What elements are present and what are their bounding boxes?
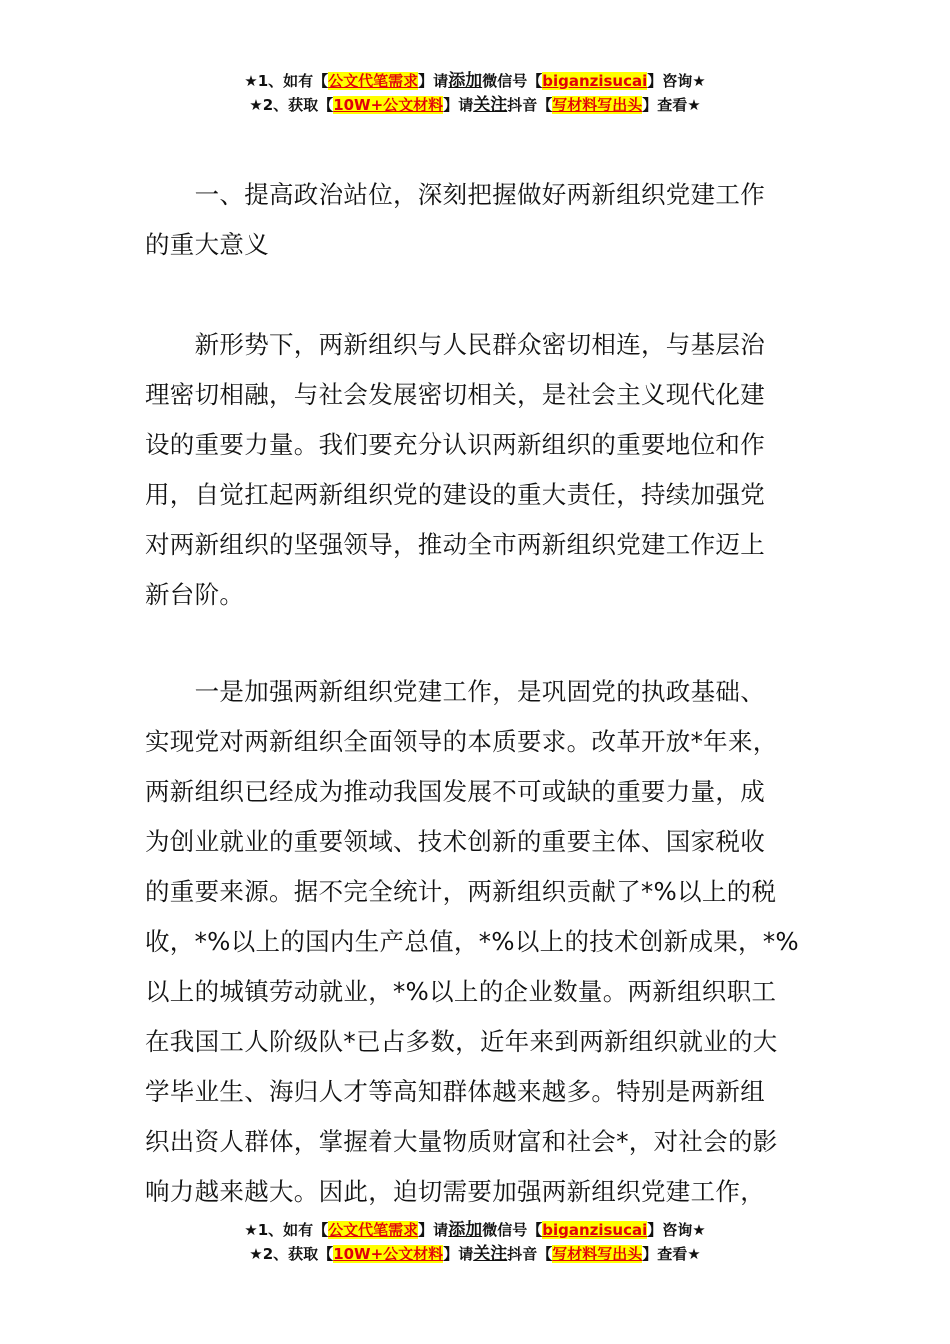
promo-text: 微信号【 [482,1221,543,1239]
text-line: 在我国工人阶级队*已占多数，近年来到两新组织就业的大 [145,1027,778,1056]
text-line: 新形势下，两新组织与人民群众密切相连，与基层治 [145,330,765,359]
text-line: 响力越来越大。因此，迫切需要加强两新组织党建工作， [145,1177,765,1206]
promo-header [0,69,950,117]
promo-line-1 [0,1218,950,1242]
text-line: 以上的城镇劳动就业，*%以上的企业数量。两新组织职工 [145,977,777,1006]
text-line: 用，自觉扛起两新组织党的建设的重大责任，持续加强党 [145,480,765,509]
text-line: 学毕业生、海归人才等高知群体越来越多。特别是两新组 [145,1077,765,1106]
promo-text: ★1、如有【 [244,72,329,90]
promo-underline: 添加 [448,1220,483,1240]
promo-text: ★2、获取【 [249,96,334,114]
promo-text: ★1、如有【 [244,1221,329,1239]
promo-text: 】请 [443,1245,474,1263]
promo-text: 】查看★ [642,1245,701,1263]
promo-highlight: 10W+公文材料 [333,96,444,114]
text-line: 为创业就业的重要领域、技术创新的重要主体、国家税收 [145,827,765,856]
promo-underline: 添加 [448,71,483,91]
promo-text: 抖音【 [507,1245,553,1263]
promo-footer [0,1218,950,1266]
promo-line-2 [0,93,950,117]
promo-text: 抖音【 [507,96,553,114]
promo-highlight: 10W+公文材料 [333,1245,444,1263]
text-line: 两新组织已经成为推动我国发展不可或缺的重要力量，成 [145,777,765,806]
promo-douyin-id: 写材料写出头 [552,1245,643,1263]
text-line: 的重大意义 [145,230,269,259]
promo-text: 】请 [443,96,474,114]
promo-underline: 关注 [473,95,508,115]
text-line: 织出资人群体，掌握着大量物质财富和社会*，对社会的影 [145,1127,778,1156]
text-line: 设的重要力量。我们要充分认识两新组织的重要地位和作 [145,430,765,459]
paragraph-2 [145,667,815,1217]
promo-text: 】咨询★ [647,72,706,90]
promo-text: 】查看★ [642,96,701,114]
promo-text: 微信号【 [482,72,543,90]
promo-underline: 关注 [473,1244,508,1264]
text-line: 收，*%以上的国内生产总值，*%以上的技术创新成果，*% [145,927,799,956]
promo-text: 】请 [418,72,449,90]
promo-wechat-id: biganzisucai [542,72,648,90]
text-line: 实现党对两新组织全面领导的本质要求。改革开放*年来， [145,727,778,756]
text-line: 的重要来源。据不完全统计，两新组织贡献了*%以上的税 [145,877,777,906]
text-line: 一、提高政治站位，深刻把握做好两新组织党建工作 [145,180,765,209]
promo-highlight: 公文代笔需求 [328,1221,419,1239]
promo-line-2 [0,1242,950,1266]
text-line: 理密切相融，与社会发展密切相关，是社会主义现代化建 [145,380,765,409]
promo-wechat-id: biganzisucai [542,1221,648,1239]
promo-douyin-id: 写材料写出头 [552,96,643,114]
text-line: 对两新组织的坚强领导，推动全市两新组织党建工作迈上 [145,530,765,559]
text-line: 一是加强两新组织党建工作，是巩固党的执政基础、 [145,677,765,706]
promo-text: 】请 [418,1221,449,1239]
promo-line-1 [0,69,950,93]
promo-text: ★2、获取【 [249,1245,334,1263]
promo-text: 】咨询★ [647,1221,706,1239]
paragraph-1 [145,320,815,620]
section-heading [145,170,815,270]
promo-highlight: 公文代笔需求 [328,72,419,90]
text-line: 新台阶。 [145,580,245,609]
